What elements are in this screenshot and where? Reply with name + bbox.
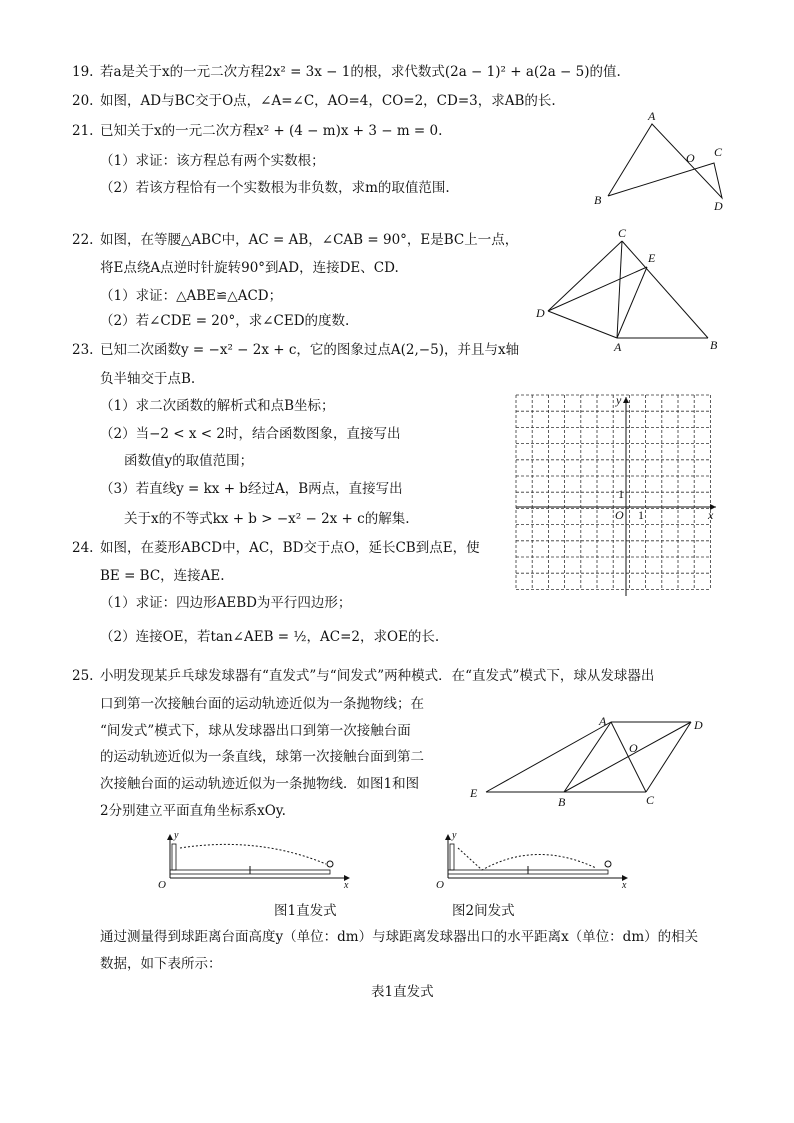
p22-sub1: （1）求证：△ABE≌△ACD；	[100, 288, 283, 304]
problem-number: 25.	[72, 668, 94, 684]
p22-line2: 将E点绕A点逆时针旋转90°到AD，连接DE、CD.	[100, 260, 399, 276]
label-O: O	[629, 741, 638, 755]
problem-number: 21.	[72, 123, 94, 139]
p25-line2: 口到第一次接触台面的运动轨迹近似为一条抛物线；在	[100, 696, 424, 712]
label-D: D	[694, 718, 703, 732]
figure-p22	[530, 225, 730, 355]
problem-19	[72, 63, 621, 81]
p23-sub3a: （3）若直线y = kx + b经过A，B两点，直接写出	[100, 481, 403, 497]
figure-2-caption: 图2间发式	[452, 903, 515, 919]
p24-sub1: （1）求证：四边形AEBD为平行四边形；	[100, 595, 352, 611]
label-E: E	[470, 786, 478, 800]
figure-1-caption: 图1直发式	[274, 903, 337, 919]
tick-x-1: 1	[638, 508, 644, 522]
problem-text: 如图，AD与BC交于O点，∠A=∠C，AO=4，CO=2，CD=3，求AB的长.	[100, 93, 556, 109]
label-B: B	[594, 193, 602, 207]
p21-sub1: （1）求证：该方程总有两个实数根；	[100, 153, 325, 169]
p25-line7: 通过测量得到球距离台面高度y（单位：dm）与球距离发球器出口的水平距离x（单位：dm）的相关	[100, 929, 699, 945]
tick-y-1: 1	[618, 487, 624, 501]
p23-sub2b: 函数值y的取值范围；	[124, 453, 254, 469]
axis-y-label: y	[452, 830, 457, 841]
problem-text: 已知二次函数y = −x² − 2x + c，它的图象过点A(2,−5)，并且与x轴	[100, 342, 520, 358]
problem-number: 20.	[72, 93, 94, 109]
figure-p24	[466, 712, 716, 812]
p24-sub2: （2）连接OE，若tan∠AEB = ½，AC=2，求OE的长.	[100, 629, 440, 645]
label-B: B	[710, 338, 718, 352]
label-A: A	[614, 340, 622, 354]
problem-text: 已知关于x的一元二次方程x² + (4 − m)x + 3 − m = 0.	[100, 123, 443, 139]
label-D: D	[714, 199, 723, 213]
label-C: C	[714, 145, 723, 159]
axis-x-label: x	[622, 880, 627, 891]
p21-sub2: （2）若该方程恰有一个实数根为非负数，求m的取值范围.	[100, 180, 450, 196]
origin-label: O	[615, 508, 624, 522]
origin-label: O	[436, 879, 444, 891]
origin-label: O	[158, 879, 166, 891]
p23-sub2a: （2）当−2 < x < 2时，结合函数图象，直接写出	[100, 426, 401, 442]
problem-number: 23.	[72, 342, 94, 358]
p23-sub3b: 关于x的不等式kx + b > −x² − 2x + c的解集.	[124, 511, 410, 527]
figure-1-direct	[158, 830, 358, 890]
label-O: O	[686, 151, 695, 165]
p24-line2: BE = BC，连接AE.	[100, 568, 225, 584]
problem-number: 22.	[72, 232, 94, 248]
label-C: C	[646, 793, 655, 807]
label-D: D	[536, 306, 545, 320]
problem-number: 24.	[72, 540, 94, 556]
problem-text: 如图，在等腰△ABC中，AC = AB，∠CAB = 90°，E是BC上一点，	[100, 232, 519, 248]
axis-y-label: y	[174, 830, 179, 841]
grid-figure-p23	[516, 395, 721, 600]
problem-23	[72, 341, 519, 359]
p23-sub1: （1）求二次函数的解析式和点B坐标；	[100, 398, 335, 414]
problem-21	[72, 122, 442, 140]
problem-20	[72, 92, 556, 110]
problem-text: 若a是关于x的一元二次方程2x² = 3x − 1的根，求代数式(2a − 1)² + a(2a − 5)的值.	[100, 64, 621, 80]
label-A: A	[648, 109, 656, 123]
label-E: E	[648, 251, 656, 265]
problem-number: 19.	[72, 64, 94, 80]
problem-text: 如图，在菱形ABCD中，AC，BD交于点O，延长CB到点E，使	[100, 540, 480, 556]
p25-line4: 的运动轨迹近似为一条直线，球第一次接触台面到第二	[100, 749, 424, 765]
label-B: B	[558, 795, 566, 809]
p25-line3: “间发式”模式下，球从发球器出口到第一次接触台面	[100, 723, 411, 739]
p23-line2: 负半轴交于点B.	[100, 371, 196, 387]
p25-line6: 2分别建立平面直角坐标系xOy.	[100, 803, 286, 819]
problem-22	[72, 231, 518, 249]
table-1-title: 表1直发式	[371, 984, 434, 1000]
p25-line5: 次接触台面的运动轨迹近似为一条抛物线．如图1和图	[100, 776, 420, 792]
label-A: A	[599, 714, 607, 728]
problem-text: 小明发现某乒乓球发球器有“直发式”与“间发式”两种模式．在“直发式”模式下，球从发球器出	[100, 668, 655, 684]
axis-y-label: y	[616, 393, 622, 407]
label-C: C	[618, 226, 627, 240]
problem-25	[72, 667, 654, 685]
axis-x-label: x	[344, 880, 349, 891]
p22-sub2: （2）若∠CDE = 20°，求∠CED的度数.	[100, 313, 350, 329]
p25-line8: 数据，如下表所示：	[100, 956, 222, 972]
figure-p20	[590, 110, 730, 220]
axis-x-label: x	[708, 508, 714, 522]
problem-24	[72, 539, 480, 557]
figure-2-intermittent	[436, 830, 636, 890]
